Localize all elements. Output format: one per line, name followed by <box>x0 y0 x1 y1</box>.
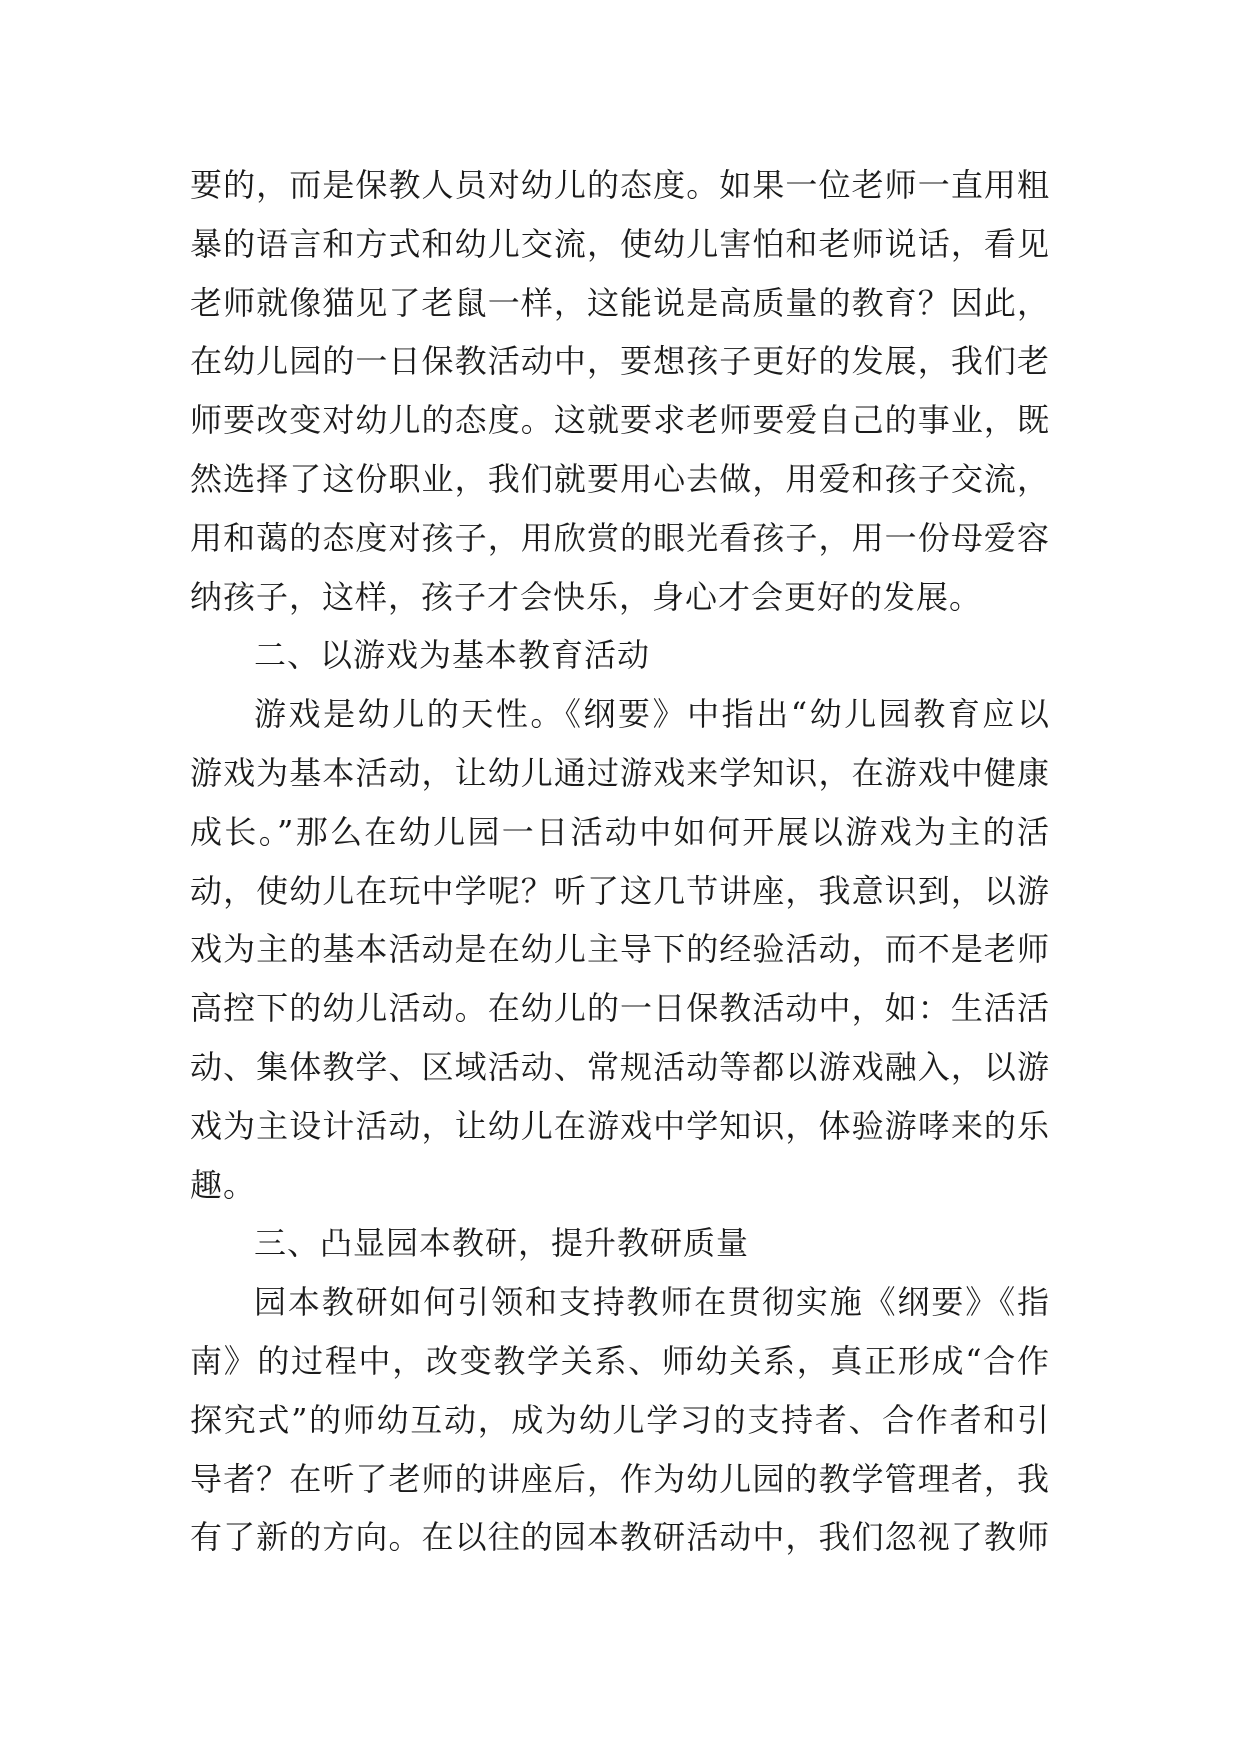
text-line: 老师就像猫见了老鼠一样，这能说是高质量的教育？因此， <box>190 283 1050 322</box>
text-line: 师要改变对幼儿的态度。这就要求老师要爱自己的事业，既 <box>190 401 1050 440</box>
text-line: 导者？在听了老师的讲座后，作为幼儿园的教学管理者，我 <box>190 1459 1050 1498</box>
text-line: 戏为主的基本活动是在幼儿主导下的经验活动，而不是老师 <box>190 930 1050 969</box>
text-line: 高控下的幼儿活动。在幼儿的一日保教活动中，如：生活活 <box>190 989 1050 1028</box>
text-line: 有了新的方向。在以往的园本教研活动中，我们忽视了教师 <box>190 1518 1050 1557</box>
text-line: 暴的语言和方式和幼儿交流，使幼儿害怕和老师说话，看见 <box>190 224 1050 263</box>
text-line: 戏为主设计活动，让幼儿在游戏中学知识，体验游哮来的乐 <box>190 1106 1050 1145</box>
document-body <box>190 156 1050 1567</box>
section-heading-games: 二、以游戏为基本教育活动 <box>254 636 651 675</box>
text-line: 南》的过程中，改变教学关系、师幼关系，真正形成“合作 <box>190 1341 1050 1380</box>
paragraph-games <box>190 685 1050 1214</box>
text-line: 探究式”的师幼互动，成为幼儿学习的支持者、合作者和引 <box>190 1400 1050 1439</box>
text-line: 游戏是幼儿的天性。《纲要》中指出“幼儿园教育应以 <box>254 695 1050 734</box>
text-line: 动，使幼儿在玩中学呢？听了这几节讲座，我意识到，以游 <box>190 871 1050 910</box>
text-line: 动、集体教学、区域活动、常规活动等都以游戏融入，以游 <box>190 1047 1050 1086</box>
text-line: 纳孩子，这样，孩子才会快乐，身心才会更好的发展。 <box>190 577 983 616</box>
text-line: 游戏为基本活动，让幼儿通过游戏来学知识，在游戏中健康 <box>190 753 1050 792</box>
text-line: 用和蔼的态度对孩子，用欣赏的眼光看孩子，用一份母爱容 <box>190 518 1050 557</box>
section-heading-research: 三、凸显园本教研，提升教研质量 <box>254 1224 750 1263</box>
paragraph-research <box>190 1273 1050 1567</box>
text-line: 园本教研如何引领和支持教师在贯彻实施《纲要》《指 <box>254 1283 1050 1322</box>
text-line: 成长。”那么在幼儿园一日活动中如何开展以游戏为主的活 <box>190 812 1050 851</box>
text-line: 要的，而是保教人员对幼儿的态度。如果一位老师一直用粗 <box>190 166 1050 204</box>
text-line: 在幼儿园的一日保教活动中，要想孩子更好的发展，我们老 <box>190 342 1050 381</box>
text-line: 然选择了这份职业，我们就要用心去做，用爱和孩子交流， <box>190 459 1050 498</box>
text-line: 趣。 <box>190 1165 257 1204</box>
paragraph-attitude <box>190 156 1050 626</box>
